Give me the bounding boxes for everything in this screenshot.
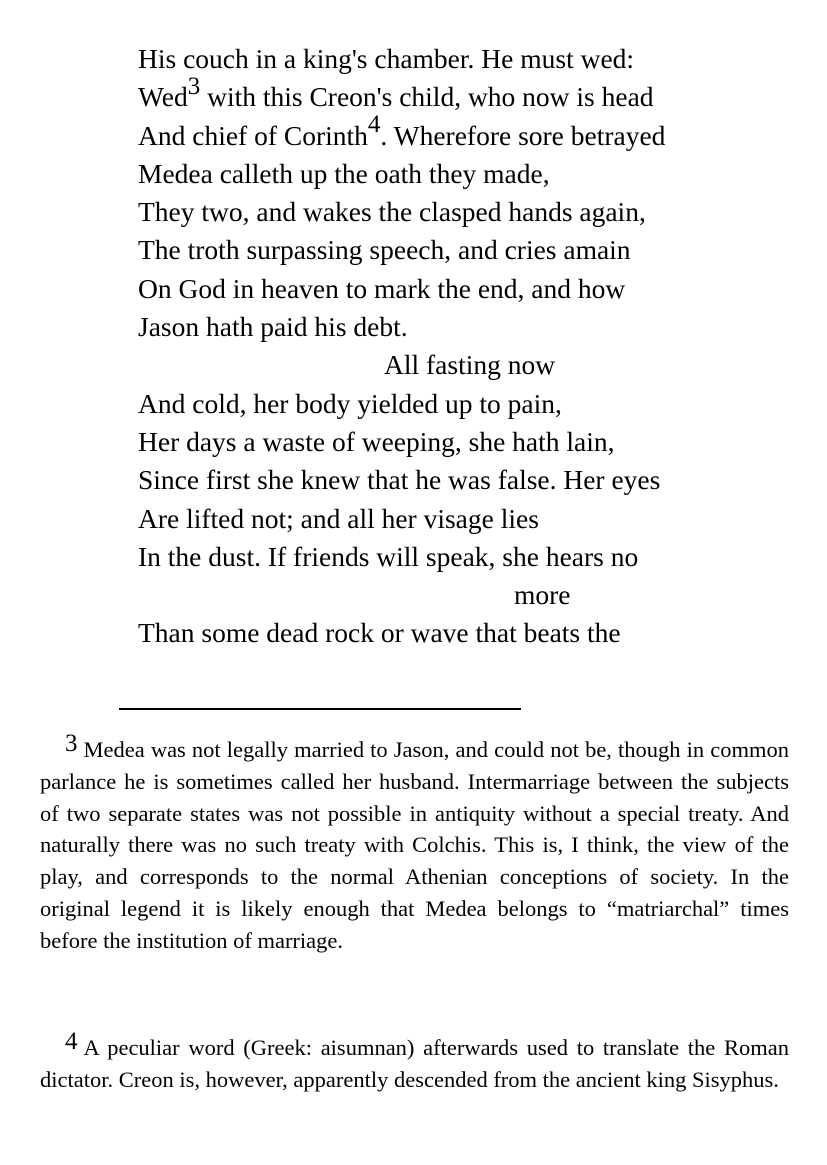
poem-line: Medea calleth up the oath they made, <box>138 157 550 189</box>
poem-text <box>138 40 798 653</box>
footnote-number: 3 <box>65 730 78 757</box>
footnote-4 <box>40 1028 789 1096</box>
poem-line <box>138 73 798 116</box>
poem-line: more <box>514 579 571 611</box>
footnote-text: A peculiar word (Greek: aisumnan) afterwards used to translate the Roman dictator. Creon is, however, apparently descended from the ancient king Sisyphus. <box>40 1035 789 1092</box>
poem-line-text: And chief of Corinth <box>138 119 368 151</box>
footnote-text: Medea was not legally married to Jason, and could not be, though in common parlance he is sometimes called her husband. Intermarriage between the subjects of two separate states was not possible in antiquity without a special treaty. And naturally there was no such treaty with Colchis. This is, I think, the view of the play, and corresponds to the normal Athenian conceptions of society. In the original legend it is likely enough that Medea belongs to “matriarchal” times before the institution of marriage. <box>40 737 789 953</box>
poem-line: They two, and wakes the clasped hands again, <box>138 196 646 228</box>
footnote-number: 4 <box>65 1028 78 1055</box>
poem-line: His couch in a king's chamber. He must wed: <box>138 43 635 74</box>
poem-line: The troth surpassing speech, and cries amain <box>138 234 631 266</box>
poem-line: Are lifted not; and all her visage lies <box>138 502 539 534</box>
poem-line: All fasting now <box>384 349 556 381</box>
poem-line <box>138 111 798 155</box>
poem-line: On God in heaven to mark the end, and how <box>138 272 626 304</box>
poem-line: Her days a waste of weeping, she hath lain, <box>138 425 615 457</box>
poem-line: Jason hath paid his debt. <box>138 311 408 343</box>
poem-line-text: with this Creon's child, who now is head <box>200 81 654 113</box>
poem-line: And cold, her body yielded up to pain, <box>138 387 562 419</box>
footnote-divider <box>119 708 521 710</box>
poem-line-text: . Wherefore sore betrayed <box>380 119 666 151</box>
poem-line-text: Wed <box>138 81 188 113</box>
footnote-3 <box>40 730 789 957</box>
poem-line: Than some dead rock or wave that beats the <box>138 617 621 649</box>
poem-line: Since first she knew that he was false. Her eyes <box>138 464 661 496</box>
footnote-ref-4[interactable]: 4 <box>367 111 381 139</box>
poem-line: In the dust. If friends will speak, she hears no <box>138 540 639 572</box>
footnote-ref-3[interactable]: 3 <box>187 73 201 101</box>
